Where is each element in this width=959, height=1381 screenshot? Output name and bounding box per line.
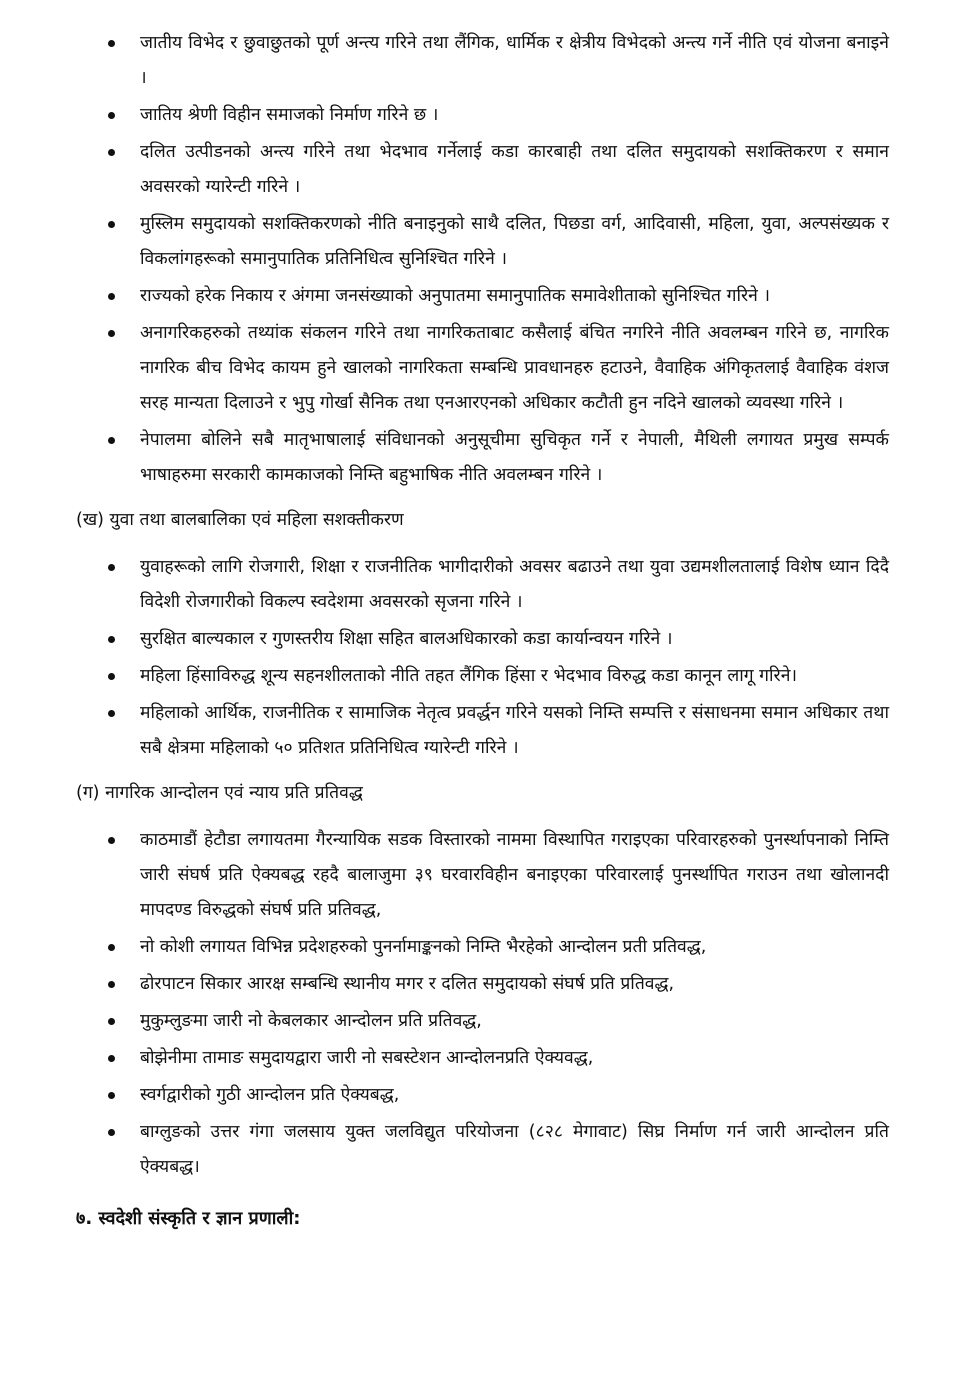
list-item: [76, 622, 889, 657]
list-item: [76, 207, 889, 277]
bullet-icon: [108, 981, 115, 988]
section-heading-indigenous-culture: ७. स्वदेशी संस्कृति र ज्ञान प्रणाली:: [76, 1208, 301, 1229]
list-item: [76, 1041, 889, 1076]
list-item: [76, 1115, 889, 1185]
list-item-text: काठमाडौं हेटौडा लगायतमा गैरन्यायिक सडक विस्तारको नाममा विस्थापित गराइएका परिवारहरुको पुनर्स्थापनाको निम्ति जारी संघर्ष प्रति ऐक्यबद्ध रहदै बालाजुमा ३९ घरवारविहीन बनाइएका परिवारलाई पुनर्स्थापित गराउन तथा खोलानदी मापदण्ड विरुद्धको संघर्ष प्रति प्रतिवद्ध,: [140, 830, 889, 920]
list-item-text: महिला हिंसाविरुद्ध शून्य सहनशीलताको नीति तहत लैंगिक हिंसा र भेदभाव विरुद्ध कडा कानून लागू गरिने।: [140, 666, 798, 686]
list-item-text: दलित उत्पीडनको अन्त्य गरिने तथा भेदभाव गर्नेलाई कडा कारबाही तथा दलित समुदायको सशक्तिकरण र समान अवसरको ग्यारेन्टी गरिने ।: [140, 142, 889, 197]
bullet-icon: [108, 1092, 115, 1099]
bullet-icon: [108, 149, 115, 156]
list-item-text: नो कोशी लगायत विभिन्न प्रदेशहरुको पुनर्नामाङ्कनको निम्ति भैरहेको आन्दोलन प्रती प्रतिवद्ध,: [140, 937, 707, 957]
list-item: [76, 423, 889, 493]
bullet-icon: [108, 1129, 115, 1136]
bullet-list-youth-women: [76, 550, 889, 766]
list-item-text: महिलाको आर्थिक, राजनीतिक र सामाजिक नेतृत्व प्रवर्द्धन गरिने यसको निम्ति सम्पत्ति र संसाधनमा समान अधिकार तथा सबै क्षेत्रमा महिलाको ५० प्रतिशत प्रतिनिधित्व ग्यारेन्टी गरिने ।: [140, 703, 889, 758]
bullet-icon: [108, 944, 115, 951]
list-item: [76, 316, 889, 421]
list-item-text: ढोरपाटन सिकार आरक्ष सम्बन्धि स्थानीय मगर र दलित समुदायको संघर्ष प्रति प्रतिवद्ध,: [140, 974, 675, 994]
bullet-list-social-justice: [76, 26, 889, 493]
bullet-icon: [108, 673, 115, 680]
bullet-icon: [108, 293, 115, 300]
list-item-text: स्वर्गद्वारीको गुठी आन्दोलन प्रति ऐक्यबद्ध,: [140, 1085, 400, 1105]
list-item-text: नेपालमा बोलिने सबै मातृभाषालाई संविधानको अनुसूचीमा सुचिकृत गर्ने र नेपाली, मैथिली लगायत प्रमुख सम्पर्क भाषाहरुमा सरकारी कामकाजको निम्ति बहुभाषिक नीति अवलम्बन गरिने ।: [140, 430, 889, 485]
bullet-icon: [108, 1018, 115, 1025]
bullet-icon: [108, 564, 115, 571]
list-item-text: राज्यको हरेक निकाय र अंगमा जनसंख्याको अनुपातमा समानुपातिक समावेशीताको सुनिश्चित गरिने ।: [140, 286, 771, 306]
list-item-text: मुकुम्लुङमा जारी नो केबलकार आन्दोलन प्रति प्रतिवद्ध,: [140, 1011, 482, 1031]
list-item: [76, 1004, 889, 1039]
bullet-icon: [108, 710, 115, 717]
bullet-icon: [108, 40, 115, 47]
bullet-icon: [108, 636, 115, 643]
bullet-icon: [108, 1055, 115, 1062]
list-item: [76, 26, 889, 96]
list-item-text: बाग्लुङको उत्तर गंगा जलसाय युक्त जलविद्युत परियोजना (८२८ मेगावाट) सिघ्र निर्माण गर्न जारी आन्दोलन प्रति ऐक्यबद्ध।: [140, 1122, 889, 1177]
list-item: [76, 930, 889, 965]
bullet-icon: [108, 437, 115, 444]
list-item: [76, 823, 889, 928]
list-item: [76, 550, 889, 620]
list-item: [76, 135, 889, 205]
list-item: [76, 1078, 889, 1113]
list-item: [76, 967, 889, 1002]
list-item: [76, 659, 889, 694]
section-heading-youth-women: (ख) युवा तथा बालबालिका एवं महिला सशक्तीकरण: [76, 510, 404, 530]
bullet-icon: [108, 837, 115, 844]
bullet-icon: [108, 112, 115, 119]
list-item-text: युवाहरूको लागि रोजगारी, शिक्षा र राजनीतिक भागीदारीको अवसर बढाउने तथा युवा उद्यमशीलतालाई विशेष ध्यान दिदै विदेशी रोजगारीको विकल्प स्वदेशमा अवसरको सृजना गरिने ।: [140, 557, 889, 612]
list-item: [76, 98, 889, 133]
list-item: [76, 696, 889, 766]
list-item-text: मुस्लिम समुदायको सशक्तिकरणको नीति बनाइनुको साथै दलित, पिछडा वर्ग, आदिवासी, महिला, युवा, अल्पसंख्यक र विकलांगहरूको समानुपातिक प्रतिनिधित्व सुनिश्चित गरिने ।: [140, 214, 889, 269]
section-heading-civic-movements: (ग) नागरिक आन्दोलन एवं न्याय प्रति प्रतिवद्ध: [76, 783, 363, 803]
list-item-text: जातीय विभेद र छुवाछुतको पूर्ण अन्त्य गरिने तथा लैंगिक, धार्मिक र क्षेत्रीय विभेदको अन्त्य गर्ने नीति एवं योजना बनाइने ।: [140, 33, 889, 88]
list-item-text: अनागरिकहरुको तथ्यांक संकलन गरिने तथा नागरिकताबाट कसैलाई बंचित नगरिने नीति अवलम्बन गरिने छ, नागरिक नागरिक बीच विभेद कायम हुने खालको नागरिकता सम्बन्धि प्रावधानहरु हटाउने, वैवाहिक अंगिकृतलाई वैवाहिक वंशज सरह मान्यता दिलाउने र भुपु गोर्खा सैनिक तथा एनआरएनको अधिकार कटौती हुन नदिने खालको व्यवस्था गरिने ।: [140, 323, 889, 413]
list-item-text: सुरक्षित बाल्यकाल र गुणस्तरीय शिक्षा सहित बालअधिकारको कडा कार्यान्वयन गरिने ।: [140, 629, 673, 649]
bullet-icon: [108, 330, 115, 337]
bullet-list-civic-movements: [76, 823, 889, 1185]
list-item-text: बोझेनीमा तामाङ समुदायद्वारा जारी नो सबस्टेशन आन्दोलनप्रति ऐक्यवद्ध,: [140, 1048, 594, 1068]
list-item-text: जातिय श्रेणी विहीन समाजको निर्माण गरिने छ ।: [140, 105, 439, 125]
list-item: [76, 279, 889, 314]
bullet-icon: [108, 221, 115, 228]
